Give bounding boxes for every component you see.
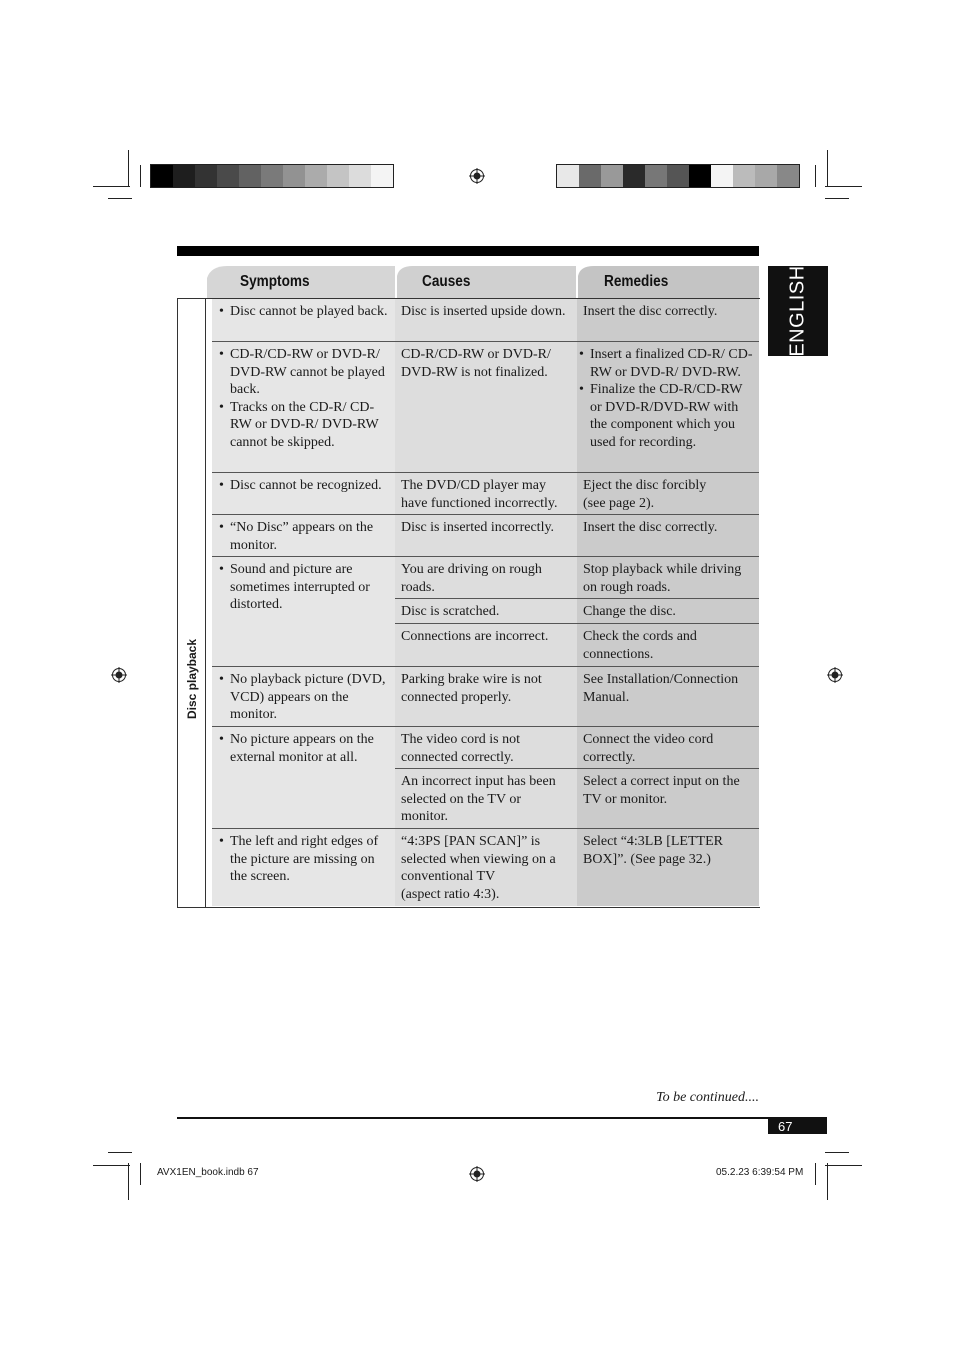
cause-text: “4:3PS [PAN SCAN]” is selected when viewing on a conventional TV	[401, 834, 556, 885]
cause-cell	[395, 667, 577, 726]
remedy-cell	[577, 624, 759, 666]
crop-mark	[140, 1163, 141, 1185]
crop-mark	[815, 1163, 816, 1185]
cause-text: CD-R/CD-RW or DVD-R/ DVD-RW is not finalized.	[401, 347, 551, 380]
symptom-cell	[212, 473, 395, 514]
cause-text: An incorrect input has been selected on the TV or monitor.	[401, 774, 556, 825]
cause-cell	[395, 342, 577, 472]
symptom-text: • “No Disc” appears on the monitor.	[218, 519, 389, 554]
symptom-cell	[212, 667, 395, 726]
header-symptoms: Symptoms	[240, 273, 310, 290]
remedy-text: • Finalize the CD-R/CD-RW or DVD-R/DVD-RW with the component which you used for recording.	[578, 381, 753, 451]
remedy-text: Change the disc.	[583, 604, 676, 619]
symptom-text: • Tracks on the CD-R/ CD-RW or DVD-R/ DVD-RW cannot be skipped.	[218, 399, 389, 452]
cause-cell	[395, 515, 577, 556]
symptom-cell	[212, 727, 395, 828]
cause-cell	[395, 829, 577, 906]
remedy-text: Check the cords and connections.	[583, 629, 697, 662]
crop-mark	[93, 1165, 130, 1166]
cause-cell	[395, 624, 577, 666]
crop-mark	[825, 1152, 849, 1153]
crop-mark	[815, 165, 816, 187]
remedy-text: See Installation/Connection Manual.	[583, 672, 739, 705]
header-causes: Causes	[422, 273, 471, 290]
remedy-text: Select a correct input on the TV or monitor.	[583, 774, 740, 807]
remedy-text: (see page 2).	[583, 495, 655, 511]
remedy-text: • Insert a finalized CD-R/ CD-RW or DVD-R/ DVD-RW.	[578, 346, 753, 381]
symptom-text: • CD-R/CD-RW or DVD-R/ DVD-RW cannot be played back.	[218, 346, 389, 399]
slug-left: AVX1EN_book.indb 67	[157, 1167, 259, 1178]
remedy-cell	[577, 342, 759, 472]
remedy-text: Insert the disc correctly.	[583, 520, 718, 535]
cause-text: The DVD/CD player may have functioned incorrectly.	[401, 478, 558, 511]
continued-note: To be continued....	[656, 1090, 759, 1105]
cause-text: Disc is inserted upside down.	[401, 304, 566, 319]
cause-cell	[395, 473, 577, 514]
remedy-text: Eject the disc forcibly	[583, 478, 707, 493]
crop-mark	[108, 1152, 132, 1153]
crop-mark	[827, 150, 828, 187]
remedy-text: Connect the video cord correctly.	[583, 732, 714, 765]
symptom-text: • Sound and picture are sometimes interrupted or distorted.	[218, 561, 389, 614]
remedy-cell	[577, 299, 759, 341]
side-column	[178, 299, 206, 907]
crop-mark	[128, 1163, 129, 1200]
remedy-text: Select “4:3LB [LETTER BOX]”. (See page 32.)	[583, 834, 723, 867]
registration-mark-icon	[469, 1166, 485, 1182]
crop-mark	[128, 150, 129, 187]
symptom-cell	[212, 515, 395, 556]
symptom-cell	[212, 829, 395, 906]
crop-mark	[140, 165, 141, 187]
bottom-rule	[177, 1117, 827, 1119]
cause-text: Disc is scratched.	[401, 604, 500, 619]
remedy-cell	[577, 769, 759, 828]
page-number: 67	[768, 1119, 827, 1134]
symptom-cell	[212, 299, 395, 341]
remedy-cell	[577, 473, 759, 514]
cause-text: (aspect ratio 4:3).	[401, 886, 500, 902]
crop-mark	[825, 198, 849, 199]
cause-text: Disc is inserted incorrectly.	[401, 520, 555, 535]
symptom-text: • The left and right edges of the picture are missing on the screen.	[218, 833, 389, 886]
color-bar-right	[556, 164, 800, 188]
registration-mark-icon	[469, 168, 485, 184]
cause-cell	[395, 557, 577, 598]
section-label: Disc playback	[185, 638, 199, 720]
symptom-text: • No playback picture (DVD, VCD) appears on the monitor.	[218, 671, 389, 724]
remedy-cell	[577, 515, 759, 556]
registration-mark-icon	[111, 667, 127, 683]
symptom-text: • Disc cannot be recognized.	[218, 477, 389, 495]
cause-text: The video cord is not connected correctly.	[401, 732, 520, 765]
language-tab: ENGLISH	[768, 266, 828, 356]
remedy-cell	[577, 829, 759, 906]
header-remedies: Remedies	[604, 273, 669, 290]
cause-text: Parking brake wire is not connected properly.	[401, 672, 542, 705]
crop-mark	[825, 186, 862, 187]
remedy-text: Stop playback while driving on rough roads.	[583, 562, 742, 595]
remedy-cell	[577, 667, 759, 726]
color-bar-left	[150, 164, 394, 188]
crop-mark	[825, 1165, 862, 1166]
crop-mark	[827, 1163, 828, 1200]
cause-text: Connections are incorrect.	[401, 629, 549, 644]
crop-mark	[93, 186, 130, 187]
cause-cell	[395, 727, 577, 768]
remedy-text: Insert the disc correctly.	[583, 304, 718, 319]
remedy-cell	[577, 727, 759, 768]
remedy-cell	[577, 557, 759, 598]
cause-cell	[395, 599, 577, 623]
cause-text: You are driving on rough roads.	[401, 562, 542, 595]
symptom-text: • No picture appears on the external monitor at all.	[218, 731, 389, 766]
slug-right: 05.2.23 6:39:54 PM	[716, 1167, 804, 1178]
symptom-cell	[212, 342, 395, 472]
registration-mark-icon	[827, 667, 843, 683]
remedy-cell	[577, 599, 759, 623]
symptom-cell	[212, 557, 395, 666]
top-rule	[177, 246, 759, 256]
cause-cell	[395, 299, 577, 341]
cause-cell	[395, 769, 577, 828]
crop-mark	[108, 198, 132, 199]
symptom-text: • Disc cannot be played back.	[218, 303, 389, 321]
